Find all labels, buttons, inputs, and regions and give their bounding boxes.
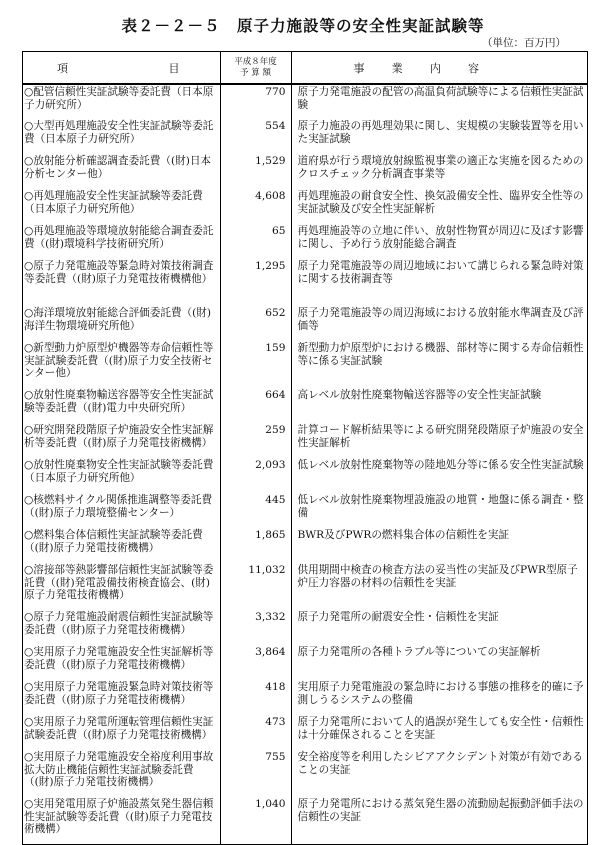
row-item-cell: ○原子力発電施設等緊急時対策技術調査等委託費（(財)原子力発電技術機構他） [23, 259, 220, 306]
header-content-char: 業 [391, 61, 403, 75]
row-item-cell: ○実用原子力発電施設緊急時対策技術等委託費（(財)原子力発電技術機構） [23, 680, 220, 715]
row-content-cell: 原子力発電所の各種トラブル等についての実証解析 [297, 646, 541, 658]
row-budget-cell: 664 [220, 388, 291, 423]
table-row [23, 224, 587, 259]
row-budget-cell: 159 [220, 341, 291, 388]
row-item-cell: ○再処理施設安全性実証試験等委託費（日本原子力研究所他） [23, 189, 220, 224]
row-budget-cell: 11,032 [220, 563, 291, 610]
row-budget-cell: 1,529 [220, 154, 291, 189]
header-content [291, 52, 587, 84]
table-row [23, 84, 587, 119]
row-budget-cell: 652 [220, 306, 291, 341]
header-content-char: 容 [467, 61, 479, 75]
row-content-cell: 再処理施設の耐食安全性、換気設備安全性、臨界安全性等の実証試験及び安全性実証解析 [297, 190, 584, 215]
row-budget-cell: 1,295 [220, 259, 291, 306]
row-item-cell: ○溶接部等熱影響部信頼性実証試験等委託費（(財)発電設備技術検査協会、(財)原子力発電技術機構） [23, 563, 220, 610]
table-row [23, 458, 587, 493]
row-content-cell: 計算コード解析結果等による研究開発段階原子炉施設の安全性実証解析 [297, 424, 584, 449]
table-row [23, 680, 587, 715]
row-item-cell: ○放射性廃棄物安全性実証試験等委託費（日本原子力研究所他） [23, 458, 220, 493]
row-budget-cell: 755 [220, 750, 291, 797]
row-content-cell: 高レベル放射性廃棄物輸送容器等の安全性実証試験 [297, 389, 542, 401]
row-content-cell: 原子力発電所における蒸気発生器の流動励起振動評価手法の信頼性の実証 [297, 798, 584, 823]
row-item-cell: ○研究開発段階原子炉施設安全性実証解析等委託費（(財)原子力発電技術機構） [23, 423, 220, 458]
header-budget-line: 予 算 額 [240, 67, 271, 78]
row-budget-cell: 473 [220, 715, 291, 750]
header-content-char: 内 [429, 61, 441, 75]
header-item-char: 目 [168, 61, 182, 75]
row-budget-cell: 1,040 [220, 797, 291, 844]
row-budget-cell: 3,864 [220, 645, 291, 680]
row-content-cell: 原子力発電所において人的過誤が発生しても安全性・信頼性は十分確保されることを実証 [297, 716, 584, 741]
header-row [23, 52, 587, 84]
row-budget-cell: 1,865 [220, 528, 291, 563]
table-row [23, 306, 587, 341]
row-item-cell: ○実用原子力発電所運転管理信頼性実証試験委託費（(財)原子力発電技術機構） [23, 715, 220, 750]
table-row [23, 645, 587, 680]
table-row [23, 388, 587, 423]
table-row [23, 341, 587, 388]
header-item [23, 52, 220, 84]
row-budget-cell: 770 [220, 84, 291, 119]
row-budget-cell: 4,608 [220, 189, 291, 224]
row-content-cell: 安全裕度等を利用したシビアアクシデント対策が有効であることの実証 [297, 751, 583, 776]
table-row [23, 119, 587, 154]
row-content-cell: 低レベル放射性廃棄物埋設施設の地質・地盤に係る調査・整備 [297, 494, 584, 519]
row-item-cell: ○配管信頼性実証試験等委託費（日本原子力研究所） [23, 84, 220, 119]
table-row [23, 154, 587, 189]
row-content-cell: 原子力発電所の耐震安全性・信頼性を実証 [297, 611, 499, 623]
table-row [23, 423, 587, 458]
header-content-char: 事 [353, 61, 365, 75]
header-budget-line: 平成８年度 [234, 56, 277, 67]
row-content-cell: 原子力施設の再処理効果に関し、実規模の実験装置等を用いた実証試験 [297, 120, 584, 145]
row-content-cell: 新型動力炉原型炉における機器、部材等に関する寿命信頼性等に係る実証試験 [297, 342, 584, 367]
row-content-cell: BWR及びPWRの燃料集合体の信頼性を実証 [297, 529, 510, 541]
table-row [23, 528, 587, 563]
row-item-cell: ○放射性廃棄物輸送容器等安全性実証試験等委託費（(財)電力中央研究所） [23, 388, 220, 423]
table-row [23, 259, 587, 306]
row-item-cell: ○新型動力炉原型炉機器等寿命信頼性等実証試験委託費（(財)原子力安全技術センター他） [23, 341, 220, 388]
row-budget-cell: 65 [220, 224, 291, 259]
row-item-cell: ○放射能分析確認調査委託費（(財)日本分析センター他） [23, 154, 220, 189]
table-row [23, 750, 587, 797]
header-item-char: 項 [57, 61, 70, 75]
row-item-cell: ○海洋環境放射能総合評価委託費（(財)海洋生物環境研究所他） [23, 306, 220, 341]
row-budget-cell: 3,332 [220, 610, 291, 645]
table-row [23, 797, 587, 844]
budget-table [22, 51, 588, 845]
row-content-cell: 再処理施設等の立地に伴い、放射性物質が周辺に及ぼす影響に関し、予め行う放射能総合調査 [297, 225, 584, 250]
row-content-cell: 低レベル放射性廃棄物等の陸地処分等に係る安全性実証試験 [297, 459, 584, 471]
row-budget-cell: 418 [220, 680, 291, 715]
row-content-cell: 道府県が行う環境放射線監視事業の適正な実施を図るためのクロスチェック分析調査事業等 [297, 155, 584, 180]
row-item-cell: ○燃料集合体信頼性実証試験等委託費（(財)原子力発電技術機構） [23, 528, 220, 563]
table-row [23, 715, 587, 750]
row-item-cell: ○実用原子力発電施設安全性実証解析等委託費（(財)原子力発電技術機構） [23, 645, 220, 680]
row-budget-cell: 445 [220, 493, 291, 528]
row-item-cell: ○再処理施設等環境放射能総合調査委託費（(財)環境科学技術研究所） [23, 224, 220, 259]
row-content-cell: 供用期間中検査の検査方法の妥当性の実証及びPWR型原子炉圧力容器の材料の信頼性を実証 [297, 564, 578, 589]
header-budget [220, 52, 291, 84]
page-title: 表２－２－５ 原子力施設等の安全性実証試験等 [121, 17, 485, 35]
row-budget-cell: 554 [220, 119, 291, 154]
table-row [23, 493, 587, 528]
row-budget-cell: 259 [220, 423, 291, 458]
table-row [23, 189, 587, 224]
row-item-cell: ○原子力発電施設耐震信頼性実証試験等委託費（(財)原子力発電技術機構） [23, 610, 220, 645]
unit-label: （単位：百万円） [482, 37, 566, 49]
row-item-cell: ○大型再処理施設安全性実証試験等委託費（日本原子力研究所） [23, 119, 220, 154]
row-content-cell: 原子力発電施設の配管の高温負荷試験等による信頼性実証試験 [297, 86, 584, 111]
row-budget-cell: 2,093 [220, 458, 291, 493]
row-content-cell: 原子力発電施設等の周辺海域における放射能水準調査及び評価等 [297, 307, 584, 332]
row-item-cell: ○実用原子力発電施設安全裕度利用事故拡大防止機能信頼性実証試験委託費（(財)原子力発電技術機構） [23, 750, 220, 797]
row-item-cell: ○核燃料サイクル関係推進調整等委託費（(財)原子力環境整備センター） [23, 493, 220, 528]
row-content-cell: 原子力発電施設等の周辺地域において講じられる緊急時対策に関する技術調査等 [297, 260, 584, 285]
table-row [23, 563, 587, 610]
row-item-cell: ○実用発電用原子炉施設蒸気発生器信頼性実証試験等委託費（(財)原子力発電技術機構） [23, 797, 220, 844]
row-content-cell: 実用原子力発電施設の緊急時における事態の推移を的確に予測しうるシステムの整備 [297, 681, 584, 706]
table-row [23, 610, 587, 645]
